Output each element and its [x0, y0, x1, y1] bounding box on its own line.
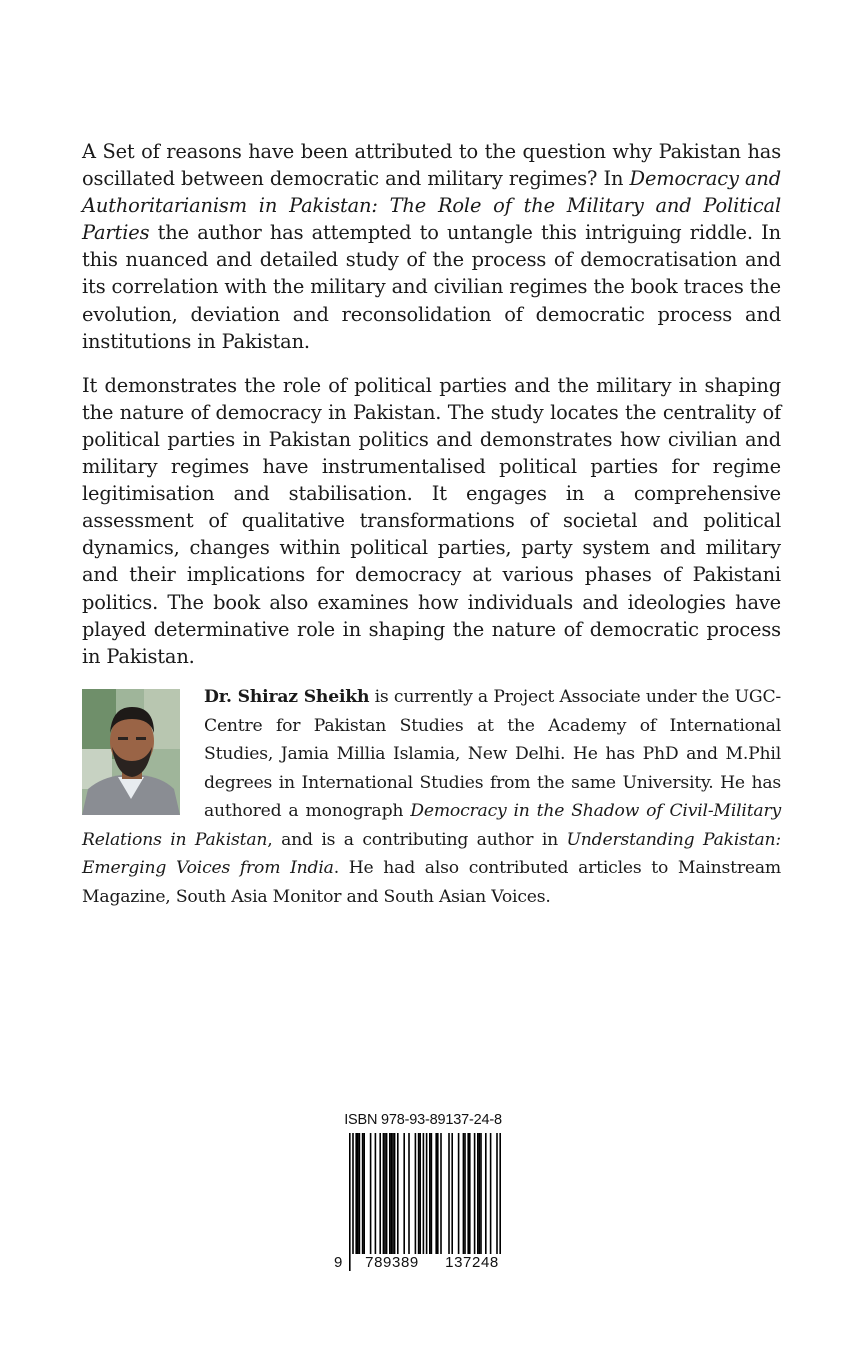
blurb-text: the author has attempted to untangle this intriguing riddle. In this nuanced and detailed study of the process of democratisation and its correlation with the military and civilian regimes the book traces the evolution, deviation and reconsolidation of democratic process and institutions in Pakistan. — [82, 221, 781, 353]
barcode-bar — [379, 1133, 381, 1261]
barcode-bar — [463, 1133, 465, 1261]
barcode-digit-group: 789389 — [352, 1254, 432, 1271]
barcode-bar — [394, 1133, 396, 1261]
barcode-bar — [355, 1133, 357, 1261]
barcode-bar — [437, 1133, 439, 1261]
barcode-bar — [352, 1133, 354, 1271]
barcode-bar — [458, 1133, 460, 1261]
author-bio-text: . He had also contributed articles to Mainstream Magazine, South Asia Monitor and South Asian Voices. — [82, 858, 782, 907]
barcode-bar — [426, 1133, 428, 1271]
author-portrait-icon — [82, 689, 180, 815]
barcode-bar — [419, 1133, 421, 1261]
barcode-bar — [357, 1133, 359, 1261]
barcode-bar — [429, 1133, 431, 1261]
barcode-bar — [431, 1133, 433, 1261]
barcode-bar — [451, 1133, 453, 1261]
barcode-bar — [359, 1133, 361, 1261]
barcode-bar — [349, 1133, 351, 1271]
barcode-bar — [408, 1133, 410, 1261]
author-bio-text: , and is a contributing author in — [267, 829, 567, 850]
barcode-bar — [485, 1133, 487, 1261]
barcode-bar — [499, 1133, 501, 1271]
barcode-bar — [435, 1133, 437, 1261]
barcode-bar — [384, 1133, 386, 1261]
barcode-bar — [440, 1133, 442, 1261]
barcode-bar — [363, 1133, 365, 1261]
barcode-bar — [477, 1133, 479, 1261]
barcode-icon — [341, 1133, 505, 1271]
barcode-digit-first: 9 — [334, 1254, 343, 1271]
barcode-bar — [375, 1133, 377, 1261]
barcode-bar — [496, 1133, 498, 1271]
author-bio — [82, 683, 781, 911]
barcode-bar — [370, 1133, 372, 1261]
blurb-paragraph-1 — [82, 138, 781, 355]
blurb-paragraph-2: It demonstrates the role of political parties and the military in shaping the nature of democracy in Pakistan. The study locates the centrality of political parties in Pakistan politics and demonstrates how civilian and military regimes have instrumentalised political parties for regime legitimisation and stabilisation. It engages in a comprehensive assessment of qualitative transformations of societal and political dynamics, changes within political parties, party system and military and their implications for democracy at various phases of Pakistani politics. The book also examines how individuals and ideologies have played determinative role in shaping the nature of democratic process in Pakistan. — [82, 373, 781, 668]
barcode-bar — [479, 1133, 481, 1261]
author-book-title: Understanding Pakistan: Emerging Voices from India — [82, 829, 781, 878]
author-photo — [82, 689, 180, 815]
barcode-bar — [474, 1133, 476, 1261]
barcode-bar — [469, 1133, 471, 1261]
author-name: Dr. Shiraz Sheikh — [204, 687, 370, 707]
barcode-digit-group: 137248 — [432, 1254, 512, 1271]
isbn-barcode — [334, 1112, 512, 1271]
barcode-bar — [392, 1133, 394, 1261]
blurb-text: A Set of reasons have been attributed to the question why Pakistan has oscillated between democratic and military regimes? In — [82, 140, 781, 191]
author-bio-text: is currently a Project Associate under the UGC-Centre for Pakistan Studies at the Academy of International Studies, Jamia Millia Islamia, New Delhi. He has PhD and M.Phil degrees in International Studies from the same University. He has authored a monograph — [204, 687, 781, 821]
isbn-label: ISBN 978-93-89137-24-8 — [344, 1112, 502, 1128]
back-cover-blurb — [82, 138, 781, 670]
barcode-bar — [389, 1133, 391, 1261]
barcode-bars — [334, 1133, 512, 1271]
barcode-bar — [397, 1133, 399, 1261]
barcode-bar — [464, 1133, 466, 1261]
barcode-bar — [362, 1133, 364, 1261]
barcode-bar — [383, 1133, 385, 1261]
barcode-bar — [386, 1133, 388, 1261]
barcode-bar — [480, 1133, 482, 1261]
barcode-bar — [467, 1133, 469, 1261]
barcode-bar — [415, 1133, 417, 1261]
barcode-digits — [334, 1254, 512, 1271]
barcode-bar — [418, 1133, 420, 1261]
barcode-bar — [423, 1133, 425, 1271]
author-book-title: Democracy in the Shadow of Civil-Military Relations in Pakistan — [82, 801, 781, 850]
barcode-bar — [391, 1133, 393, 1261]
barcode-bar — [448, 1133, 450, 1261]
barcode-bar — [403, 1133, 405, 1261]
barcode-bar — [490, 1133, 492, 1261]
book-title: Democracy and Authoritarianism in Pakistan: The Role of the Military and Political Parties — [82, 167, 782, 245]
